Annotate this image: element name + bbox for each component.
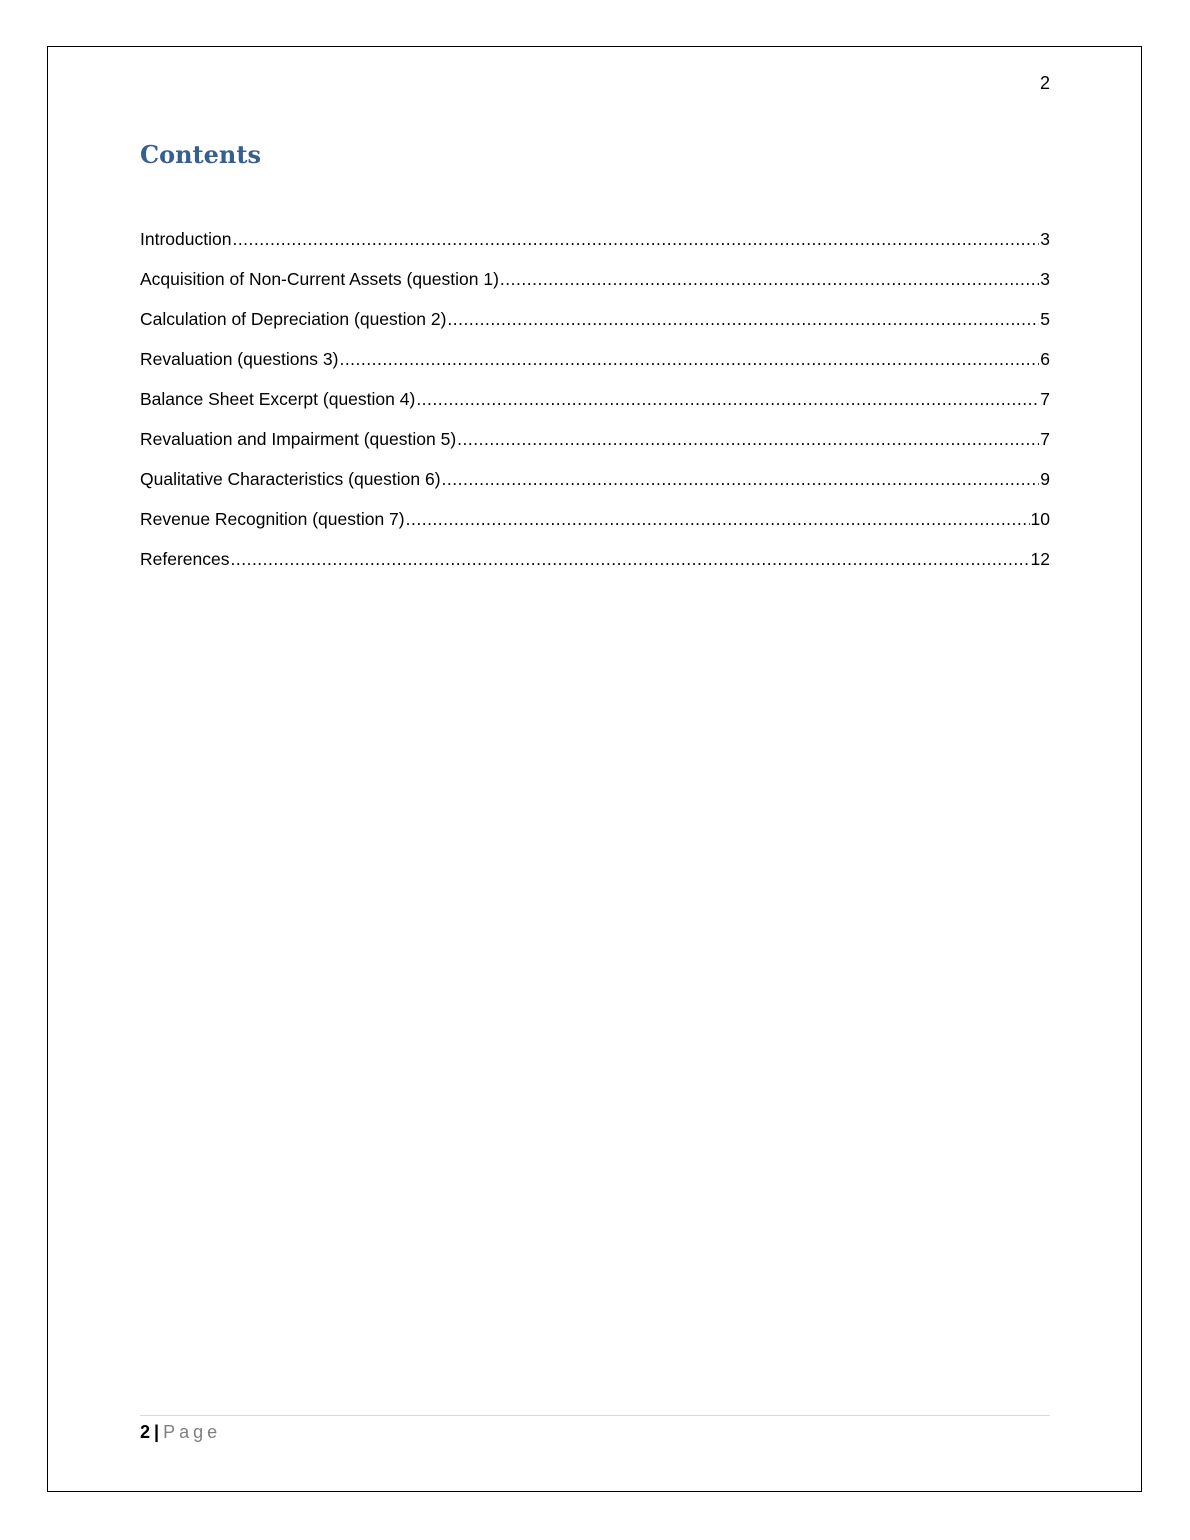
toc-dot-leader	[457, 426, 1039, 452]
toc-dot-leader	[447, 306, 1039, 332]
toc-dot-leader	[416, 386, 1039, 412]
toc-entry-depreciation[interactable]	[140, 306, 1050, 346]
footer-page-word: Page	[163, 1422, 222, 1442]
toc-entry-label: Acquisition of Non-Current Assets (question 1)	[140, 269, 499, 289]
toc-entry-balance-sheet[interactable]	[140, 386, 1050, 426]
toc-entry-revaluation[interactable]	[140, 346, 1050, 386]
toc-entry-page: 5	[1040, 309, 1050, 329]
toc-dot-leader	[500, 266, 1039, 292]
toc-entry-acquisition[interactable]	[140, 266, 1050, 306]
toc-entry-page: 12	[1030, 549, 1050, 569]
table-of-contents	[140, 226, 1050, 586]
toc-entry-label: Introduction	[140, 229, 232, 249]
toc-entry-revaluation-impairment[interactable]	[140, 426, 1050, 466]
toc-entry-label: References	[140, 549, 230, 569]
toc-entry-page: 3	[1040, 269, 1050, 289]
toc-entry-revenue[interactable]	[140, 506, 1050, 546]
footer-page-number: 2	[140, 1422, 151, 1442]
toc-dot-leader	[406, 506, 1030, 532]
toc-entry-page: 6	[1040, 349, 1050, 369]
toc-dot-leader	[232, 226, 1039, 252]
toc-entry-label: Balance Sheet Excerpt (question 4)	[140, 389, 416, 409]
footer	[140, 1419, 221, 1445]
toc-entry-page: 7	[1040, 389, 1050, 409]
toc-dot-leader	[442, 466, 1040, 492]
toc-entry-label: Revaluation and Impairment (question 5)	[140, 429, 457, 449]
contents-title: Contents	[140, 140, 261, 169]
toc-entry-page: 3	[1040, 229, 1050, 249]
toc-entry-label: Revenue Recognition (question 7)	[140, 509, 405, 529]
toc-entry-introduction[interactable]	[140, 226, 1050, 266]
toc-entry-page: 10	[1030, 509, 1050, 529]
toc-entry-references[interactable]	[140, 546, 1050, 586]
toc-dot-leader	[339, 346, 1039, 372]
toc-entry-label: Revaluation (questions 3)	[140, 349, 339, 369]
toc-entry-page: 7	[1040, 429, 1050, 449]
footer-separator: |	[154, 1422, 160, 1442]
toc-entry-qualitative[interactable]	[140, 466, 1050, 506]
toc-entry-page: 9	[1040, 469, 1050, 489]
toc-entry-label: Qualitative Characteristics (question 6)	[140, 469, 441, 489]
footer-divider	[140, 1415, 1050, 1416]
toc-dot-leader	[231, 546, 1030, 572]
toc-entry-label: Calculation of Depreciation (question 2)	[140, 309, 447, 329]
header-page-number: 2	[1039, 73, 1050, 93]
